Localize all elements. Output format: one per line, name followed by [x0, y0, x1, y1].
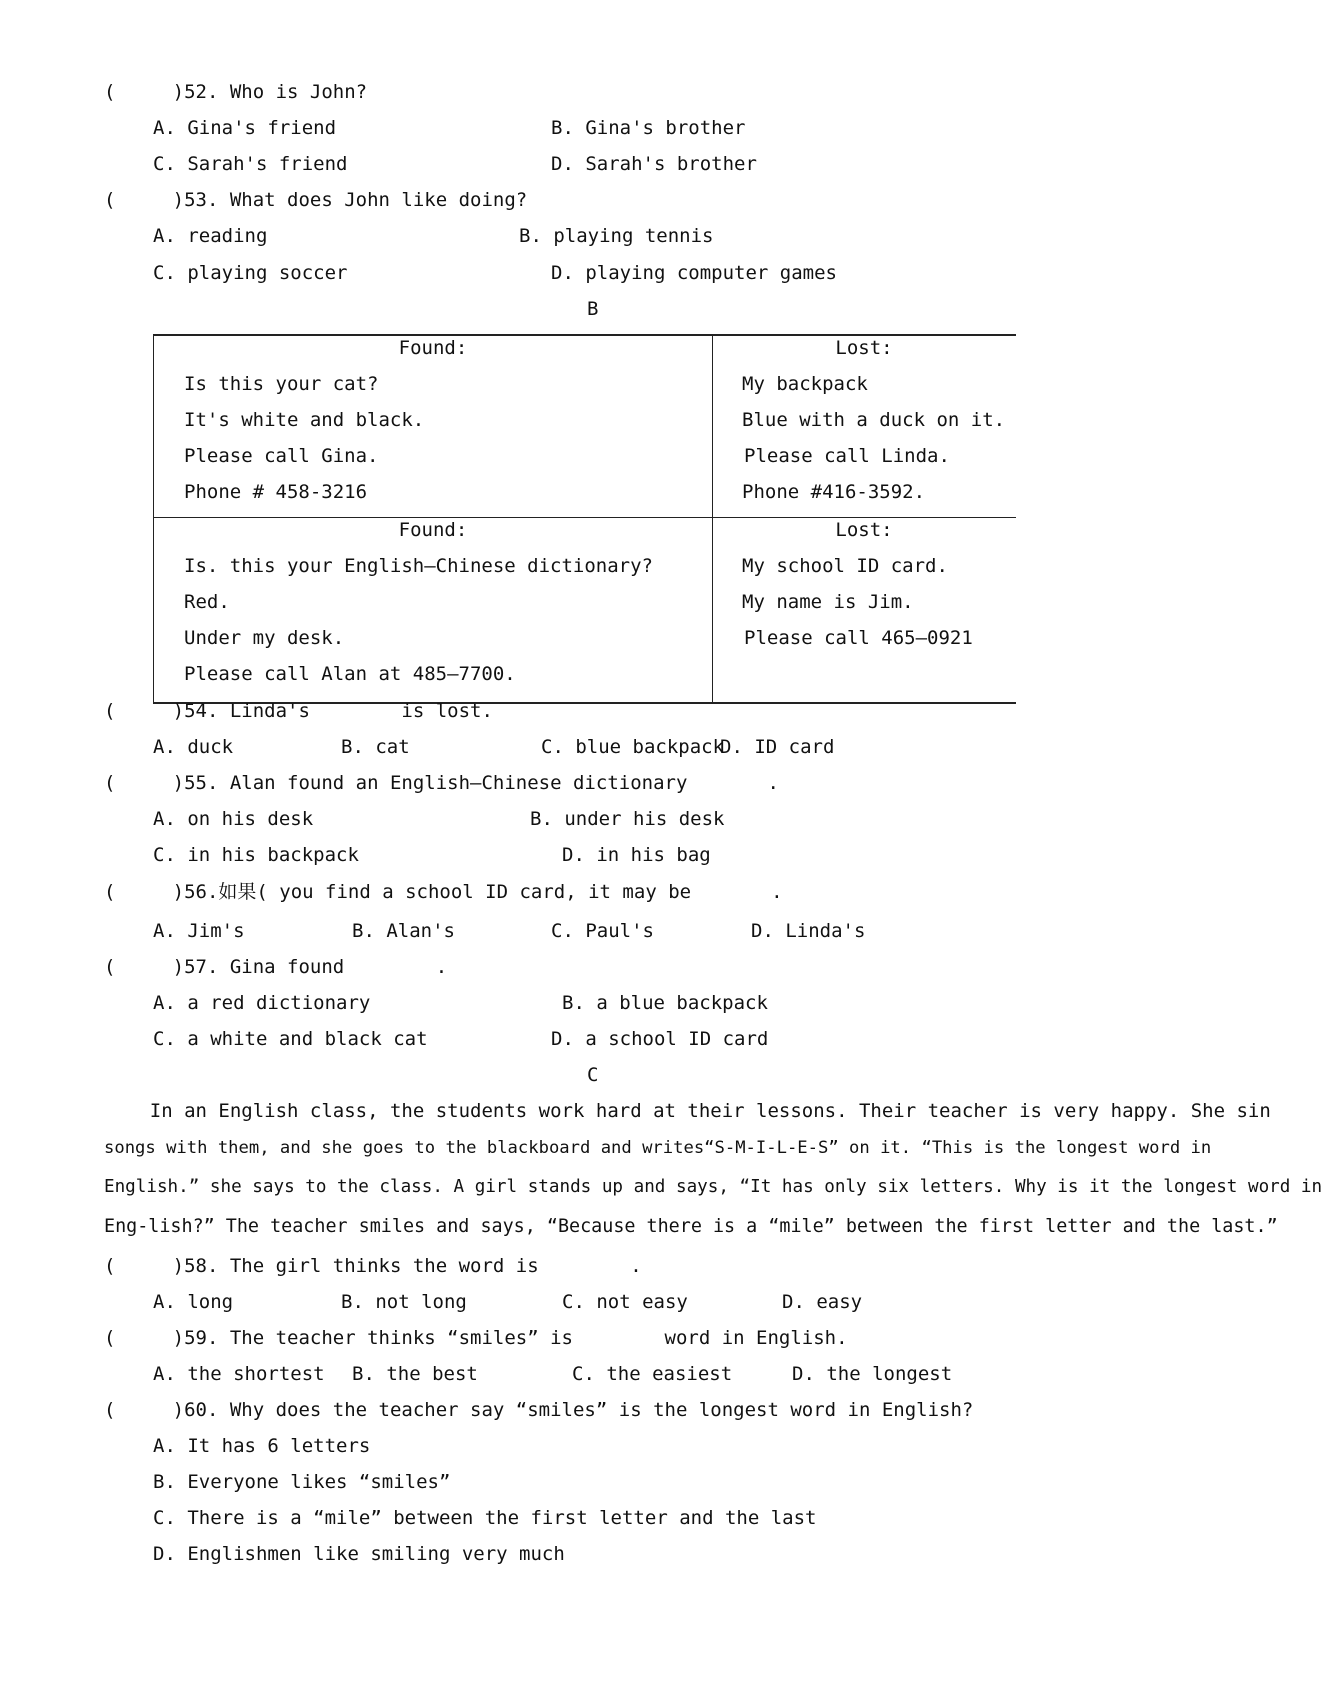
- lost-2-line-3: Please call 465—0921: [744, 627, 973, 649]
- q60-option-b: B. Everyone likes “smiles”: [153, 1471, 451, 1493]
- q52-option-b: B. Gina's brother: [551, 117, 746, 139]
- passage-c-line-4: Eng-lish?” The teacher smiles and says, “Because there is a “mile” between the first letter and the last.”: [104, 1216, 1278, 1237]
- q55-option-c: C. in his backpack: [153, 844, 359, 866]
- q57-option-b: B. a blue backpack: [562, 992, 768, 1014]
- q57-option-a: A. a red dictionary: [153, 992, 371, 1014]
- question-56: ( )56.如果( you find a school ID card, it may be .: [104, 881, 783, 903]
- q53-option-c: C. playing soccer: [153, 262, 348, 284]
- question-59: ( )59. The teacher thinks “smiles” is word in English.: [104, 1327, 848, 1349]
- found-2-heading: Found:: [398, 519, 468, 541]
- q58-option-a: A. long: [153, 1291, 234, 1313]
- q59-option-a: A. the shortest: [153, 1363, 325, 1385]
- q59-option-b: B. the best: [352, 1363, 478, 1385]
- lost-1-line-3: Please call Linda.: [744, 445, 950, 467]
- passage-c-line-2: songs with them, and she goes to the blackboard and writes“S-M-I-L-E-S” on it. “This is the longest word in: [104, 1138, 1212, 1158]
- lost-2-line-2: My name is Jim.: [742, 591, 914, 613]
- q53-option-a: A. reading: [153, 225, 268, 247]
- q57-option-d: D. a school ID card: [551, 1028, 769, 1050]
- question-55: ( )55. Alan found an English—Chinese dictionary .: [104, 772, 779, 794]
- lost-2-line-1: My school ID card.: [742, 555, 948, 577]
- q55-option-d: D. in his bag: [562, 844, 711, 866]
- section-c-label: C: [587, 1064, 599, 1086]
- found-1-heading: Found:: [398, 337, 468, 359]
- found-2-line-2: Red.: [184, 591, 230, 613]
- section-b-label: B: [587, 298, 599, 320]
- lost-1-line-1: My backpack: [742, 373, 868, 395]
- q55-option-a: A. on his desk: [153, 808, 314, 830]
- lost-1-heading: Lost:: [835, 337, 893, 359]
- found-2-line-4: Please call Alan at 485—7700.: [184, 663, 516, 685]
- q53-option-d: D. playing computer games: [551, 262, 837, 284]
- found-1-line-2: It's white and black.: [184, 409, 425, 431]
- question-52: ( )52. Who is John?: [104, 81, 368, 103]
- q58-option-d: D. easy: [782, 1291, 863, 1313]
- q54-option-a: A. duck: [153, 736, 234, 758]
- found-1-line-4: Phone # 458-3216: [184, 481, 368, 503]
- question-58: ( )58. The girl thinks the word is .: [104, 1255, 642, 1277]
- question-54: ( )54. Linda's is lost.: [104, 700, 493, 722]
- found-2-line-3: Under my desk.: [184, 627, 345, 649]
- passage-c-line-3: English.” she says to the class. A girl stands up and says, “It has only six letters. Why is it the longest word in: [104, 1177, 1322, 1197]
- q52-option-d: D. Sarah's brother: [551, 153, 757, 175]
- question-60: ( )60. Why does the teacher say “smiles” is the longest word in English?: [104, 1399, 974, 1421]
- q60-option-a: A. It has 6 letters: [153, 1435, 371, 1457]
- lost-2-heading: Lost:: [835, 519, 893, 541]
- question-53: ( )53. What does John like doing?: [104, 189, 528, 211]
- found-2-line-1: Is. this your English—Chinese dictionary?: [184, 555, 653, 577]
- found-1-line-1: Is this your cat?: [184, 373, 379, 395]
- q58-option-c: C. not easy: [562, 1291, 688, 1313]
- q52-option-c: C. Sarah's friend: [153, 153, 348, 175]
- lost-1-line-4: Phone #416-3592.: [742, 481, 926, 503]
- lost-1-line-2: Blue with a duck on it.: [742, 409, 1006, 431]
- passage-c-line-1: In an English class, the students work hard at their lessons. Their teacher is very happy. She sin: [104, 1100, 1271, 1122]
- q56-option-a: A. Jim's: [153, 920, 245, 942]
- q53-option-b: B. playing tennis: [519, 225, 714, 247]
- question-57: ( )57. Gina found .: [104, 956, 448, 978]
- notices-table: [153, 334, 1016, 704]
- q56-option-d: D. Linda's: [751, 920, 866, 942]
- found-1-line-3: Please call Gina.: [184, 445, 379, 467]
- q58-option-b: B. not long: [341, 1291, 467, 1313]
- q55-option-b: B. under his desk: [530, 808, 725, 830]
- q56-option-c: C. Paul's: [551, 920, 654, 942]
- q52-option-a: A. Gina's friend: [153, 117, 337, 139]
- q60-option-c: C. There is a “mile” between the first letter and the last: [153, 1507, 817, 1529]
- q60-option-d: D. Englishmen like smiling very much: [153, 1543, 565, 1565]
- q54-option-b: B. cat: [341, 736, 410, 758]
- q59-option-c: C. the easiest: [572, 1363, 733, 1385]
- q56-option-b: B. Alan's: [352, 920, 455, 942]
- q54-option-d: D. ID card: [720, 736, 835, 758]
- q59-option-d: D. the longest: [792, 1363, 953, 1385]
- q54-option-c: C. blue backpack: [541, 736, 725, 758]
- q57-option-c: C. a white and black cat: [153, 1028, 428, 1050]
